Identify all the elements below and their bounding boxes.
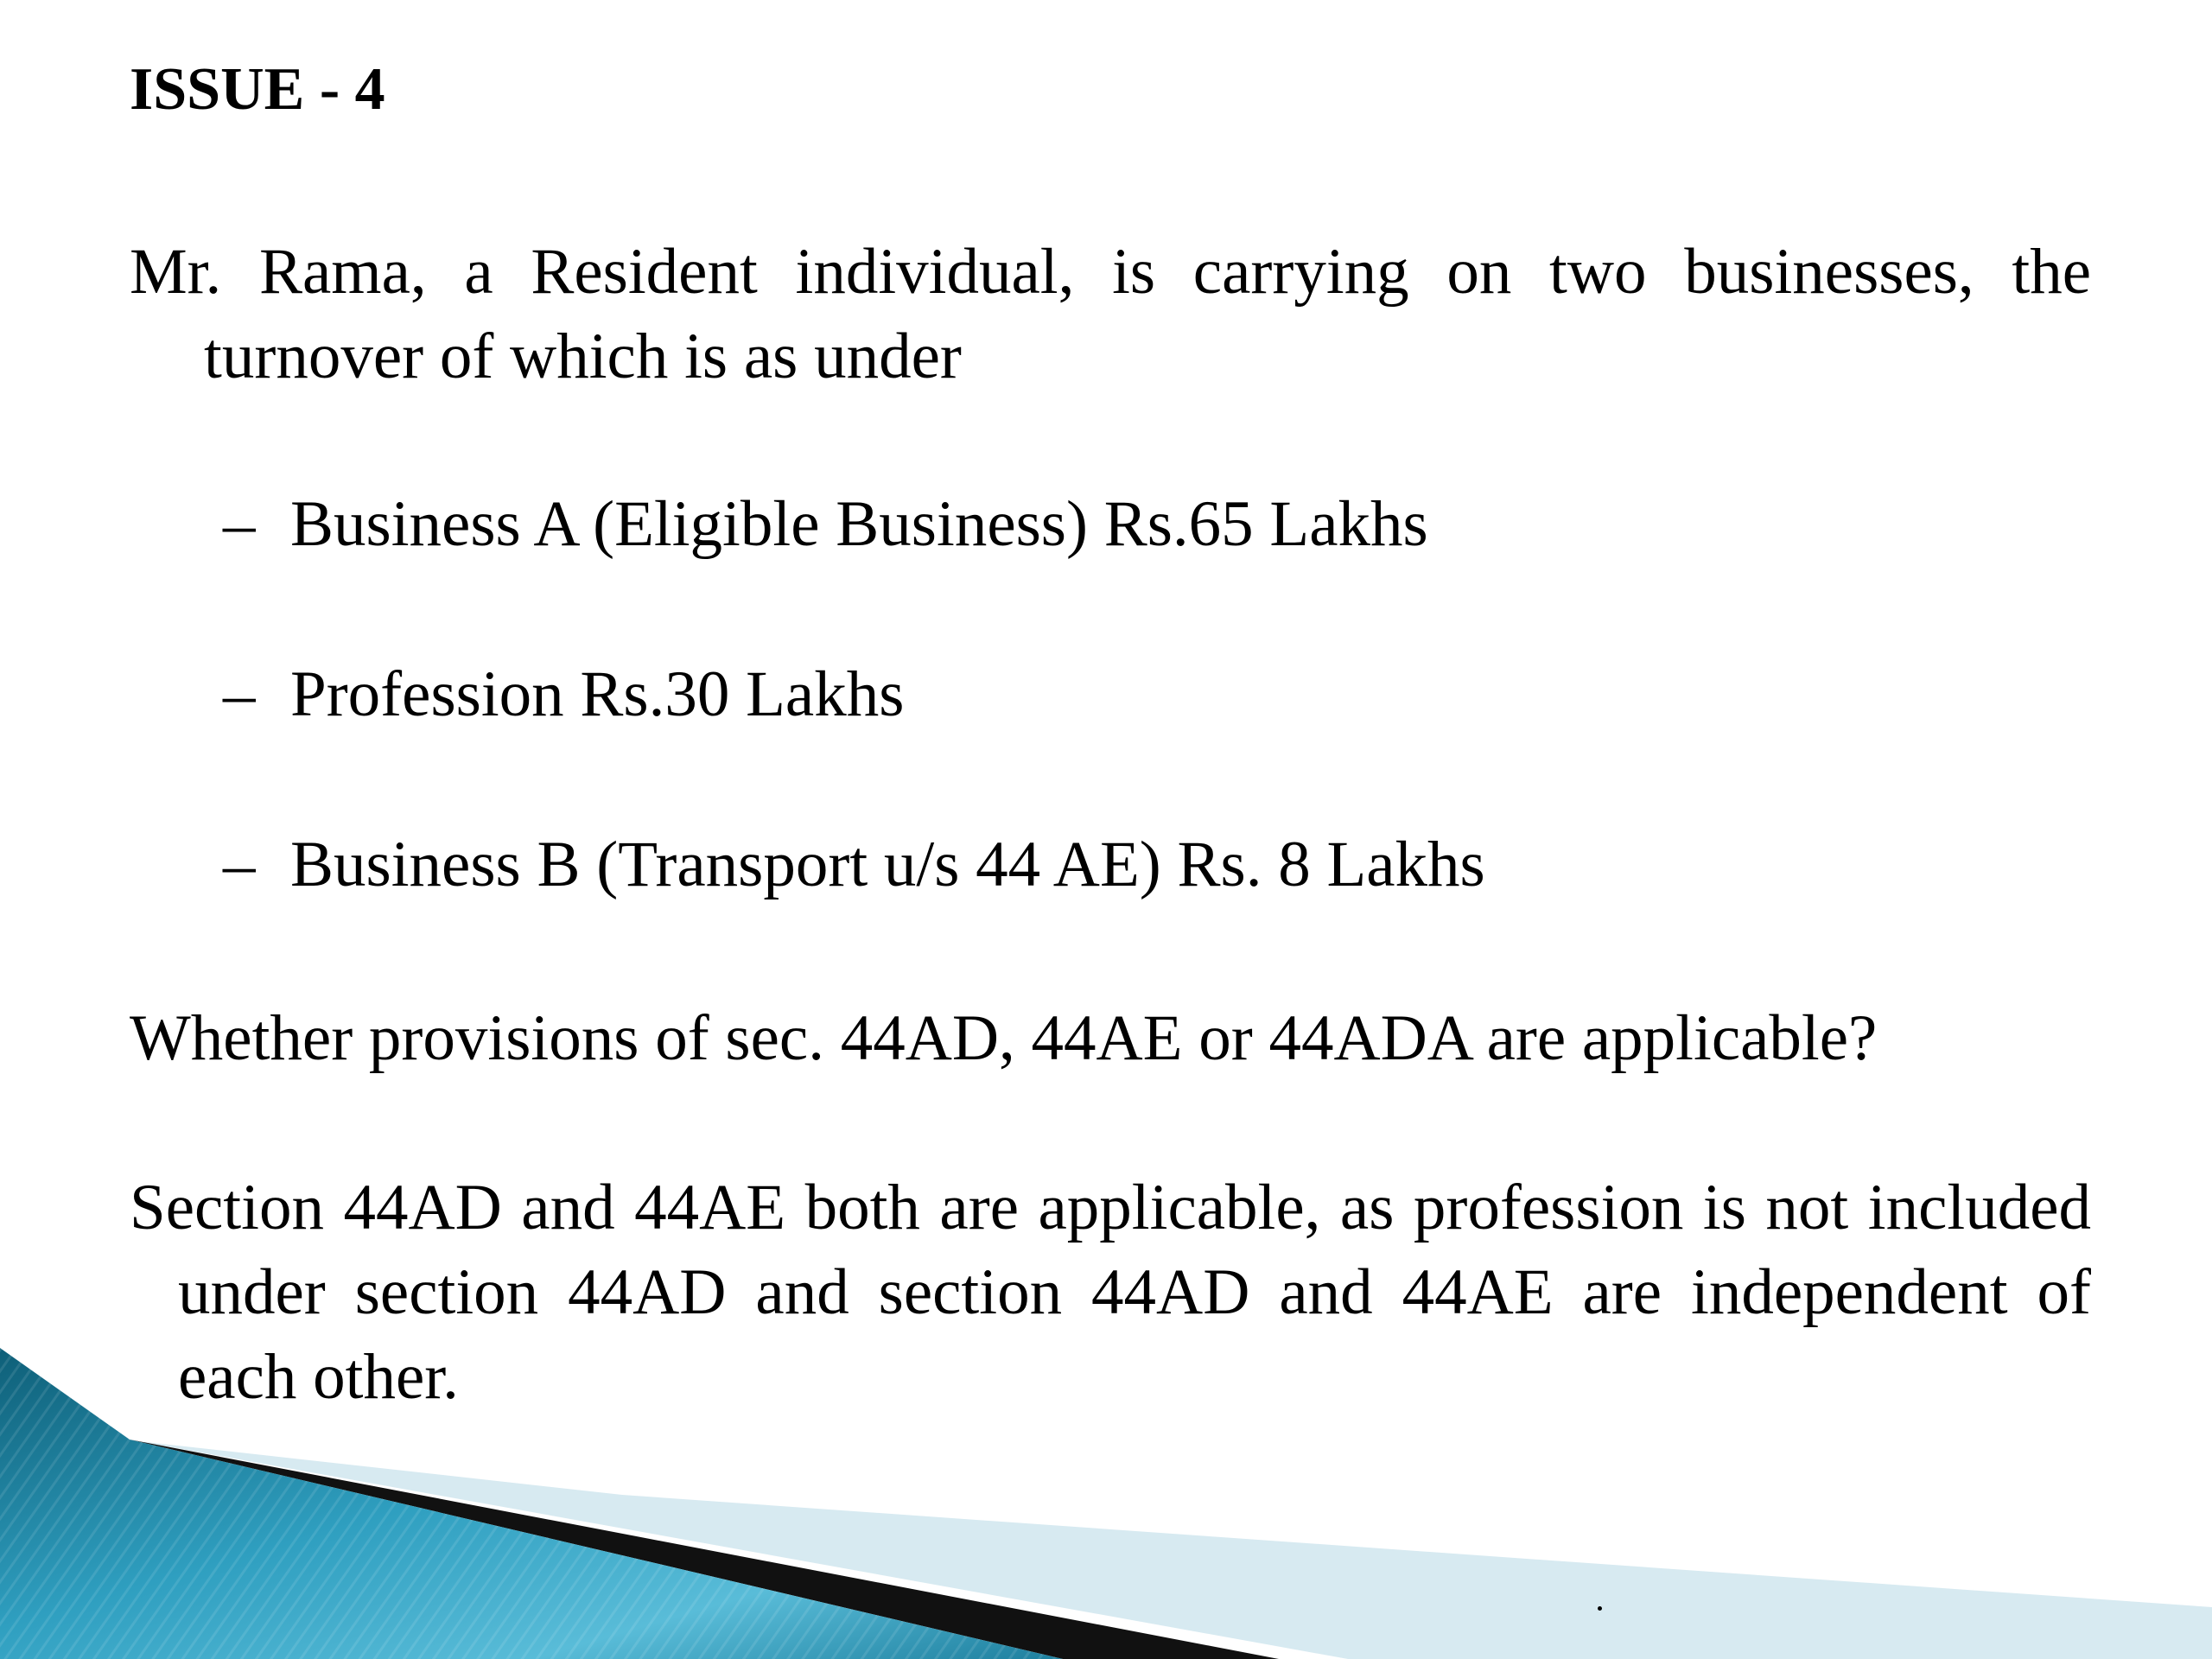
list-item-text: Business A (Eligible Business) Rs.65 Lakhs	[290, 488, 1428, 560]
intro-paragraph: Mr. Rama, a Resident individual, is carrying on two businesses, the turnover of which is as under	[130, 236, 2091, 392]
list-item	[223, 823, 1485, 907]
answer-paragraph: Section 44AD and 44AE both are applicable, as profession is not included under section 44AD and section 44AD and 44AE are independent of each other.	[130, 1172, 2091, 1413]
list-item-text: Profession Rs.30 Lakhs	[290, 658, 905, 730]
dash-bullet: –	[223, 829, 256, 900]
turnover-list	[223, 482, 1485, 993]
decorative-swoosh	[0, 1348, 2212, 1659]
dash-bullet: –	[223, 658, 256, 730]
list-item	[223, 482, 1485, 567]
small-dot	[1598, 1606, 1602, 1611]
question-text: Whether provisions of sec. 44AD, 44AE or 44ADA are applicable?	[130, 1002, 1878, 1074]
slide-heading: ISSUE - 4	[130, 56, 385, 123]
list-item-text: Business B (Transport u/s 44 AE) Rs. 8 Lakhs	[290, 829, 1485, 900]
dash-bullet: –	[223, 488, 256, 560]
list-item	[223, 652, 1485, 737]
